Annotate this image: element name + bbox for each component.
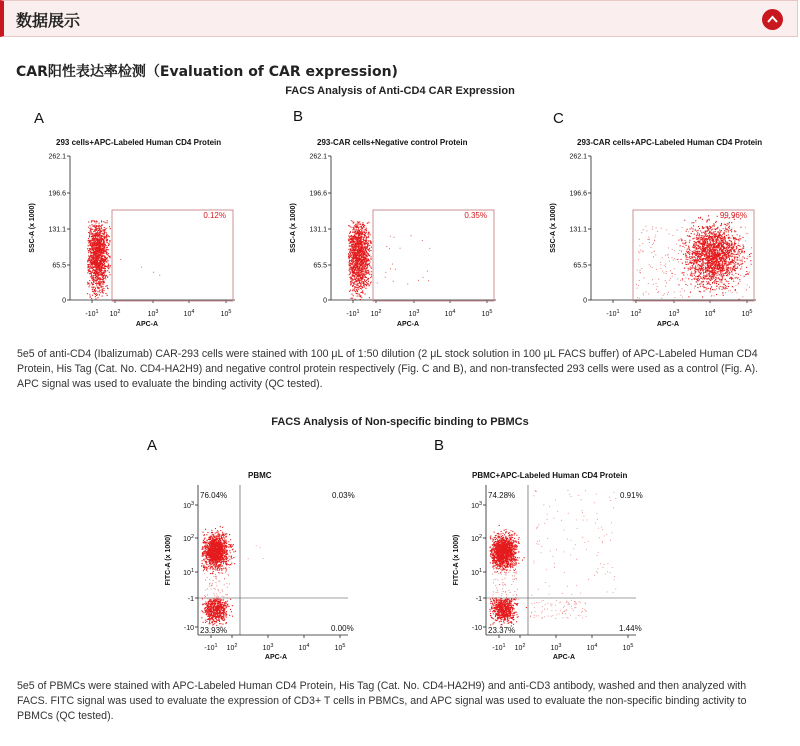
facs-plot-c bbox=[588, 156, 756, 303]
x-tick-label: $10^4$ bbox=[444, 309, 456, 318]
quadrant-lower-left: 23.93% bbox=[200, 626, 228, 635]
gate-rect bbox=[373, 210, 494, 301]
x-axis-label: APC-A bbox=[135, 321, 159, 328]
x-tick-label: $-10^1$ bbox=[346, 309, 360, 318]
y-tick-label: 262.1 bbox=[48, 153, 66, 161]
dot-cluster bbox=[87, 220, 111, 299]
quadrant-upper-left: 74.28% bbox=[488, 491, 516, 500]
y-axis-label: FITC-A (x 1000) bbox=[453, 534, 460, 586]
x-tick-label: $10^3$ bbox=[550, 643, 562, 652]
sparse-dots bbox=[636, 226, 752, 299]
figure2-title: FACS Analysis of Non-specific binding to PBMCs bbox=[271, 416, 529, 428]
x-tick-label: $-10^1$ bbox=[204, 643, 218, 652]
x-tick-label: $10^4$ bbox=[298, 643, 310, 652]
y-tick-label: $10^3$ bbox=[183, 501, 194, 510]
x-tick-label: $10^3$ bbox=[262, 643, 274, 652]
figure1-description: 5e5 of anti-CD4 (Ibalizumab) CAR-293 cells were stained with 100 μL of 1:50 dilution (2 μL stock solution in 100 μL FACS buffer) of APC-Labeled Human CD4 Protein, His Tag (Cat. No. CD4-HA2H9) and negative control protein respectively (Fig. C and B), and non-transfected 293 cells were used as a control (Fig. A). APC signal was used to evaluate the binding activity (QC tested). bbox=[17, 348, 759, 390]
x-tick-label: $10^2$ bbox=[226, 643, 238, 652]
x-tick-label: $-10^1$ bbox=[606, 309, 620, 318]
pbmc-plot-b bbox=[471, 485, 636, 638]
figure2-panel-b-letter: B bbox=[434, 437, 445, 454]
x-axis-label: APC-A bbox=[264, 654, 288, 661]
x-axis-label: APC-A bbox=[396, 321, 420, 328]
gate-percentage: 0.12% bbox=[203, 211, 226, 220]
y-tick-label: $10^1$ bbox=[471, 568, 482, 577]
x-axis-label: APC-A bbox=[552, 654, 576, 661]
quadrant-upper-right: 0.03% bbox=[332, 491, 355, 500]
x-tick-label: $10^5$ bbox=[334, 643, 346, 652]
x-tick-label: $10^5$ bbox=[220, 309, 232, 318]
y-axis-label: SSC-A (x 1000) bbox=[29, 203, 36, 253]
y-tick-label: 65.5 bbox=[313, 262, 327, 270]
x-tick-label: $10^2$ bbox=[630, 309, 642, 318]
plot-title: 293-CAR cells+Negative control Protein bbox=[317, 138, 468, 147]
dot-cluster bbox=[348, 220, 372, 300]
x-tick-label: $10^5$ bbox=[622, 643, 634, 652]
x-tick-label: $10^3$ bbox=[147, 309, 159, 318]
figure1-title: FACS Analysis of Anti-CD4 CAR Expression bbox=[285, 85, 515, 97]
y-tick-label: -10 bbox=[183, 625, 194, 632]
figure1-panel-c-letter: C bbox=[553, 110, 564, 127]
figure2-description: 5e5 of PBMCs were stained with APC-Labeled Human CD4 Protein, His Tag (Cat. No. CD4-HA2H9) and anti-CD3 antibody, washed and then analyzed with FACS. FITC signal was used to evaluate the expression of CD3+ T cells in PBMCs, and APC signal was used to evaluate the non-specific binding activity to PBMCs (QC tested). bbox=[17, 680, 747, 722]
y-tick-label: $10^3$ bbox=[471, 501, 482, 510]
facs-plot-a bbox=[67, 156, 235, 303]
dot-cluster bbox=[490, 525, 525, 573]
y-axis-label: SSC-A (x 1000) bbox=[550, 203, 557, 253]
y-tick-label: 196.6 bbox=[48, 190, 66, 198]
facs-plot-b bbox=[328, 156, 496, 303]
sparse-dots bbox=[532, 490, 617, 596]
quadrant-lower-right: 0.00% bbox=[331, 624, 354, 633]
quadrant-upper-right: 0.91% bbox=[620, 491, 643, 500]
x-tick-label: $10^2$ bbox=[109, 309, 121, 318]
section-title: CAR阳性表达率检测（Evaluation of CAR expression) bbox=[16, 64, 398, 80]
y-tick-label: 196.6 bbox=[309, 190, 327, 198]
quadrant-lower-right: 1.44% bbox=[619, 624, 642, 633]
gate-rect bbox=[633, 210, 754, 301]
plot-title: 293-CAR cells+APC-Labeled Human CD4 Protein bbox=[577, 138, 763, 147]
y-tick-label: -1 bbox=[187, 596, 194, 603]
plot-title: 293 cells+APC-Labeled Human CD4 Protein bbox=[56, 138, 222, 147]
y-axis-label: FITC-A (x 1000) bbox=[165, 534, 172, 586]
gate-percentage: 0.35% bbox=[464, 211, 487, 220]
x-tick-label: $10^3$ bbox=[668, 309, 680, 318]
y-tick-label: 131.1 bbox=[569, 226, 587, 234]
header-title: 数据展示 bbox=[16, 11, 81, 30]
y-tick-label: 196.6 bbox=[569, 190, 587, 198]
y-axis-label: SSC-A (x 1000) bbox=[290, 203, 297, 253]
x-tick-label: $10^3$ bbox=[408, 309, 420, 318]
y-tick-label: $10^2$ bbox=[471, 534, 482, 543]
y-tick-label: 262.1 bbox=[309, 153, 327, 161]
y-tick-label: 0 bbox=[62, 297, 66, 305]
sparse-dots bbox=[377, 235, 430, 284]
dot-cluster bbox=[201, 526, 236, 577]
y-tick-label: 131.1 bbox=[309, 226, 327, 234]
quadrant-lower-left: 23.37% bbox=[488, 626, 516, 635]
x-tick-label: $-10^1$ bbox=[492, 643, 506, 652]
y-tick-label: -1 bbox=[475, 596, 482, 603]
gate-percentage: 99.96% bbox=[719, 211, 747, 220]
y-tick-label: 131.1 bbox=[48, 226, 66, 234]
dot-cluster bbox=[489, 598, 526, 627]
y-tick-label: 0 bbox=[323, 297, 327, 305]
sparse-dots bbox=[248, 545, 264, 559]
figure1-panel-b-letter: B bbox=[293, 108, 304, 125]
plot-title: PBMC+APC-Labeled Human CD4 Protein bbox=[472, 471, 628, 480]
x-tick-label: $10^5$ bbox=[481, 309, 493, 318]
y-tick-label: 65.5 bbox=[573, 262, 587, 270]
y-tick-label: $10^1$ bbox=[183, 568, 194, 577]
quadrant-upper-left: 76.04% bbox=[200, 491, 228, 500]
y-tick-label: -10 bbox=[471, 625, 482, 632]
x-tick-label: $10^5$ bbox=[741, 309, 753, 318]
figure2-panel-a-letter: A bbox=[147, 437, 158, 454]
x-axis-label: APC-A bbox=[656, 321, 680, 328]
x-tick-label: $10^4$ bbox=[586, 643, 598, 652]
plot-title: PBMC bbox=[248, 471, 272, 480]
sparse-dots bbox=[492, 566, 519, 601]
y-tick-label: 0 bbox=[583, 297, 587, 305]
dot-cluster bbox=[201, 598, 233, 627]
pbmc-plot-a bbox=[183, 485, 348, 638]
x-tick-label: $10^2$ bbox=[370, 309, 382, 318]
figure1-panel-a-letter: A bbox=[34, 110, 45, 127]
y-tick-label: $10^2$ bbox=[183, 534, 194, 543]
sparse-dots bbox=[530, 600, 587, 619]
x-tick-label: $10^4$ bbox=[704, 309, 716, 318]
gate-rect bbox=[112, 210, 233, 301]
x-tick-label: $10^4$ bbox=[183, 309, 195, 318]
sparse-dots bbox=[120, 259, 160, 276]
x-tick-label: $10^2$ bbox=[514, 643, 526, 652]
x-tick-label: $-10^1$ bbox=[85, 309, 99, 318]
y-tick-label: 262.1 bbox=[569, 153, 587, 161]
y-tick-label: 65.5 bbox=[52, 262, 66, 270]
